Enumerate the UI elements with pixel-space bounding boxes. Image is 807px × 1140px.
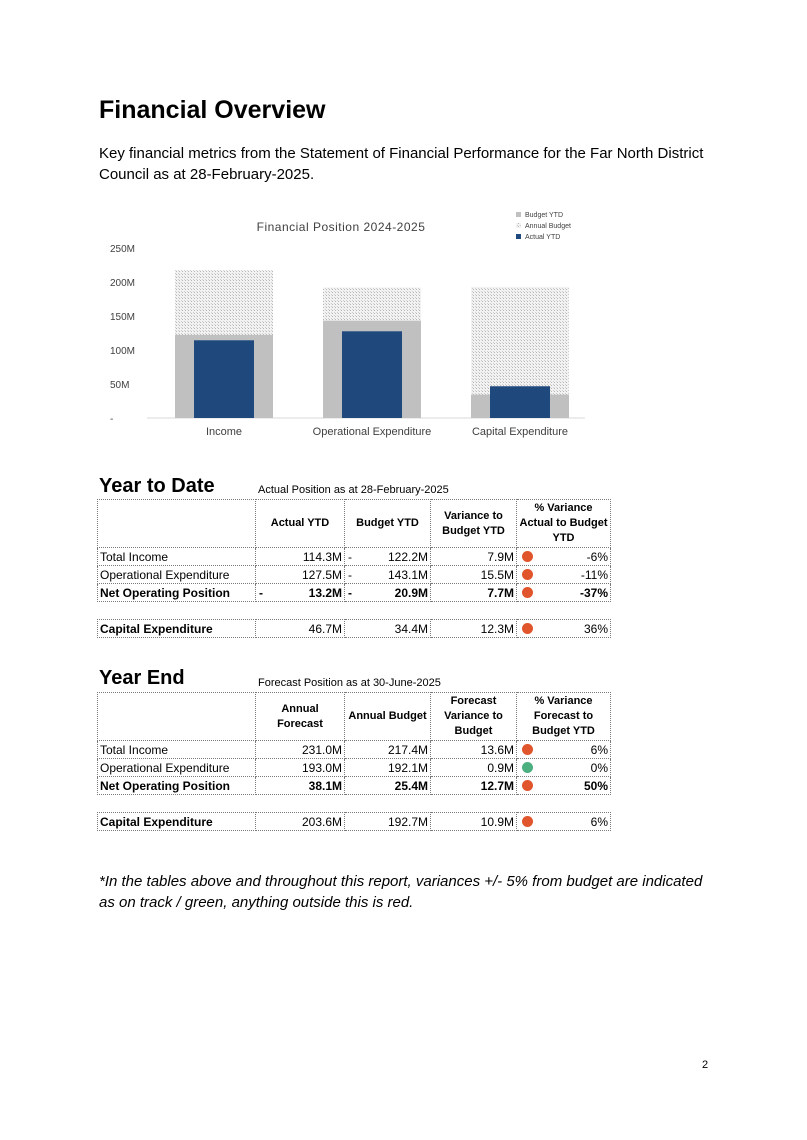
table-row [98,584,611,602]
table-row [98,759,611,777]
row-label: Operational Expenditure [98,566,256,584]
cell-actual: 114.3M [256,548,345,566]
status-red-icon [522,587,533,598]
cell-pct: 50% [517,777,611,795]
header-blank [98,693,256,741]
status-red-icon [522,551,533,562]
table-row [98,777,611,795]
row-label: Net Operating Position [98,777,256,795]
table-row [98,566,611,584]
cell-budget: 192.7M [345,813,431,831]
cell-forecast: 231.0M [256,741,345,759]
legend-swatch [516,234,521,239]
row-label: Total Income [98,741,256,759]
table-row [98,813,611,831]
y-tick-label: 150M [110,312,136,323]
cell-pct: -37% [517,584,611,602]
header-forecast-variance: Forecast Variance to Budget [431,693,517,741]
row-label: Operational Expenditure [98,759,256,777]
cell-forecast: 38.1M [256,777,345,795]
header-pct-variance: % Variance Actual to Budget YTD [517,500,611,548]
ytd-capex-table [97,619,611,638]
cell-pct: 36% [517,620,611,638]
cell-actual: 127.5M [256,566,345,584]
cell-pct: 6% [517,741,611,759]
y-tick-label: 200M [110,278,136,289]
y-tick-label: 250M [110,244,136,255]
cell-variance: 7.9M [431,548,517,566]
x-category-label: Capital Expenditure [471,426,569,438]
cell-variance: 12.7M [431,777,517,795]
legend-label: Actual YTD [525,234,561,241]
header-budget-ytd: Budget YTD [345,500,431,548]
status-red-icon [522,816,533,827]
header-actual-ytd: Actual YTD [256,500,345,548]
header-annual-budget: Annual Budget [345,693,431,741]
ye-title: Year End [99,667,185,689]
cell-pct: 0% [517,759,611,777]
ye-capex-table [97,812,611,831]
ytd-subtitle: Actual Position as at 28-February-2025 [258,484,449,496]
bar-actual-ytd [342,331,402,418]
header-blank [98,500,256,548]
cell-variance: 12.3M [431,620,517,638]
row-label: Capital Expenditure [98,813,256,831]
cell-variance: 0.9M [431,759,517,777]
cell-forecast: 193.0M [256,759,345,777]
status-red-icon [522,569,533,580]
page-number: 2 [702,1059,709,1071]
cell-budget: - 20.9M [345,584,431,602]
ye-table [97,692,611,795]
x-category-label: Income [205,426,243,438]
cell-actual: 46.7M [256,620,345,638]
cell-forecast: 203.6M [256,813,345,831]
footnote: *In the tables above and throughout this report, variances +/- 5% from budget are indicated as on track / green, anything outside this is red. [99,873,703,911]
cell-variance: 7.7M [431,584,517,602]
status-red-icon [522,744,533,755]
cell-budget: 192.1M [345,759,431,777]
status-red-icon [522,780,533,791]
table-row [98,548,611,566]
legend-label: Annual Budget [525,223,571,230]
cell-budget: 34.4M [345,620,431,638]
cell-pct: -11% [517,566,611,584]
cell-budget: 25.4M [345,777,431,795]
header-pct-variance: % Variance Forecast to Budget YTD [517,693,611,741]
table-row [98,620,611,638]
row-label: Net Operating Position [98,584,256,602]
header-variance: Variance to Budget YTD [431,500,517,548]
intro-paragraph: Key financial metrics from the Statement of Financial Performance for the Far North District Council as at 28-February-2025. [99,145,704,183]
cell-variance: 15.5M [431,566,517,584]
ytd-title: Year to Date [99,475,215,497]
status-red-icon [522,623,533,634]
chart-title: Financial Position 2024-2025 [256,220,426,234]
cell-variance: 13.6M [431,741,517,759]
table-row [98,741,611,759]
y-tick-label: 50M [110,380,130,391]
header-annual-forecast: Annual Forecast [256,693,345,741]
legend-swatch [516,212,521,217]
status-green-icon [522,762,533,773]
financial-position-chart [95,205,605,445]
cell-variance: 10.9M [431,813,517,831]
x-category-label: Operational Expenditure [312,426,432,438]
cell-budget: - 122.2M [345,548,431,566]
cell-pct: 6% [517,813,611,831]
cell-budget: 217.4M [345,741,431,759]
cell-pct: -6% [517,548,611,566]
cell-actual: - 13.2M [256,584,345,602]
bar-actual-ytd [490,386,550,418]
row-label: Total Income [98,548,256,566]
bar-actual-ytd [194,340,254,418]
legend-swatch [516,223,521,228]
legend-label: Budget YTD [525,212,564,219]
ytd-table [97,499,611,602]
page-title: Financial Overview [99,96,326,124]
ye-subtitle: Forecast Position as at 30-June-2025 [258,677,441,689]
y-tick-label: 100M [110,346,136,357]
row-label: Capital Expenditure [98,620,256,638]
cell-budget: - 143.1M [345,566,431,584]
y-tick-label: - [110,414,114,425]
